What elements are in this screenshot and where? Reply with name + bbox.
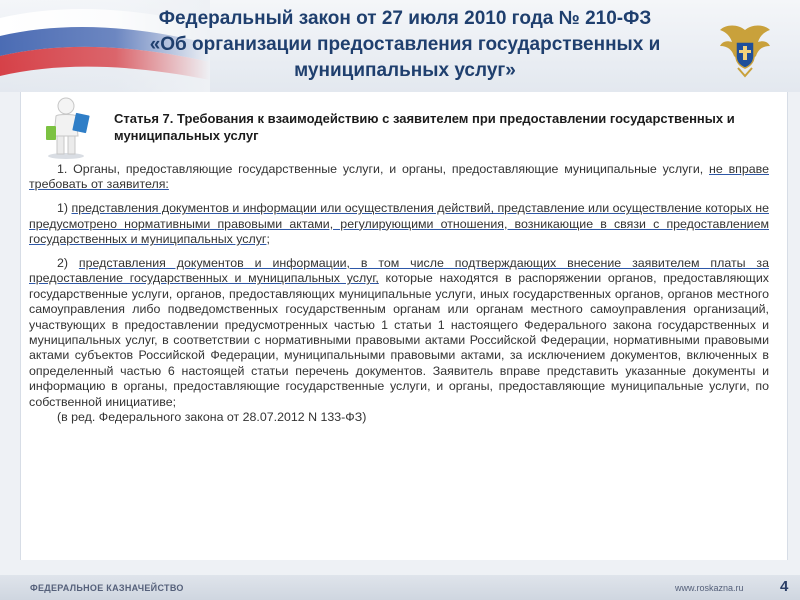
page-number: 4	[780, 578, 789, 595]
page-title	[90, 6, 720, 84]
paragraph-2-end: ;	[266, 232, 270, 247]
footer-org: ФЕДЕРАЛЬНОЕ КАЗНАЧЕЙСТВО	[30, 583, 184, 593]
paragraph-3-underlined: представления документов и информации, в том числе подтверждающих внесение заявителем платы за предоставление государственных и муниципальных услуг,	[29, 256, 769, 286]
paragraph-3-text: которые находятся в распоряжении органов, предоставляющих государственные услуги, органов, предоставляющих муниципальные услуги, иных государственных органов, органов местного самоуправления либо подведомственных государственным органам или органам местного самоуправления организаций, участвующих в предоставлении предусмотренных частью 1 статьи 1 настоящего Федерального закона государственных и муниципальных услуг, в соответствии с нормативными правовыми актами Российской Федерации, нормативными правовыми актами субъектов Российской Федерации, муниципальными правовыми актами, за исключением документов, включенных в определенный частью 6 настоящей статьи перечень документов. Заявитель вправе представить указанные документы и информацию в органы, предоставляющие государственные услуги, и органы, предоставляющие муниципальные услуги, по собственной инициативе;	[29, 271, 769, 409]
paragraph-1-underlined: не вправе требовать от заявителя:	[29, 162, 769, 192]
footer-url: www.roskazna.ru	[675, 583, 744, 593]
paragraph-1-text: 1. Органы, предоставляющие государственные услуги, и органы, предоставляющие муниципальные услуги,	[57, 162, 710, 176]
eagle-emblem-icon	[716, 20, 774, 80]
header-band	[0, 0, 800, 92]
title-line-2: «Об организации предоставления государственных и	[149, 34, 661, 55]
person-with-folder-icon	[38, 96, 100, 160]
title-line-3: муниципальных услуг»	[294, 60, 516, 81]
paragraph-3-number: 2)	[57, 256, 79, 271]
title-line-1: Федеральный закон от 27 июля 2010 года № 210-ФЗ	[158, 8, 652, 29]
footer-bar	[0, 575, 800, 600]
paragraph-1	[29, 162, 769, 193]
paragraph-2-underlined: представления документов и информации или осуществления действий, представление или осуществление которых не предусмотрено нормативными правовыми актами, регулирующими отношения, возникающие в связи с предоставлением государственных и муниципальных услуг	[29, 201, 769, 247]
article-body	[29, 162, 769, 426]
paragraph-2-number: 1)	[57, 201, 72, 216]
paragraph-2	[29, 201, 769, 247]
paragraph-3	[29, 256, 769, 410]
article-title: Статья 7. Требования к взаимодействию с заявителем при предоставлении государственных и муниципальных услуг	[114, 111, 735, 143]
paragraph-4: (в ред. Федерального закона от 28.07.2012 N 133-ФЗ)	[57, 410, 367, 425]
